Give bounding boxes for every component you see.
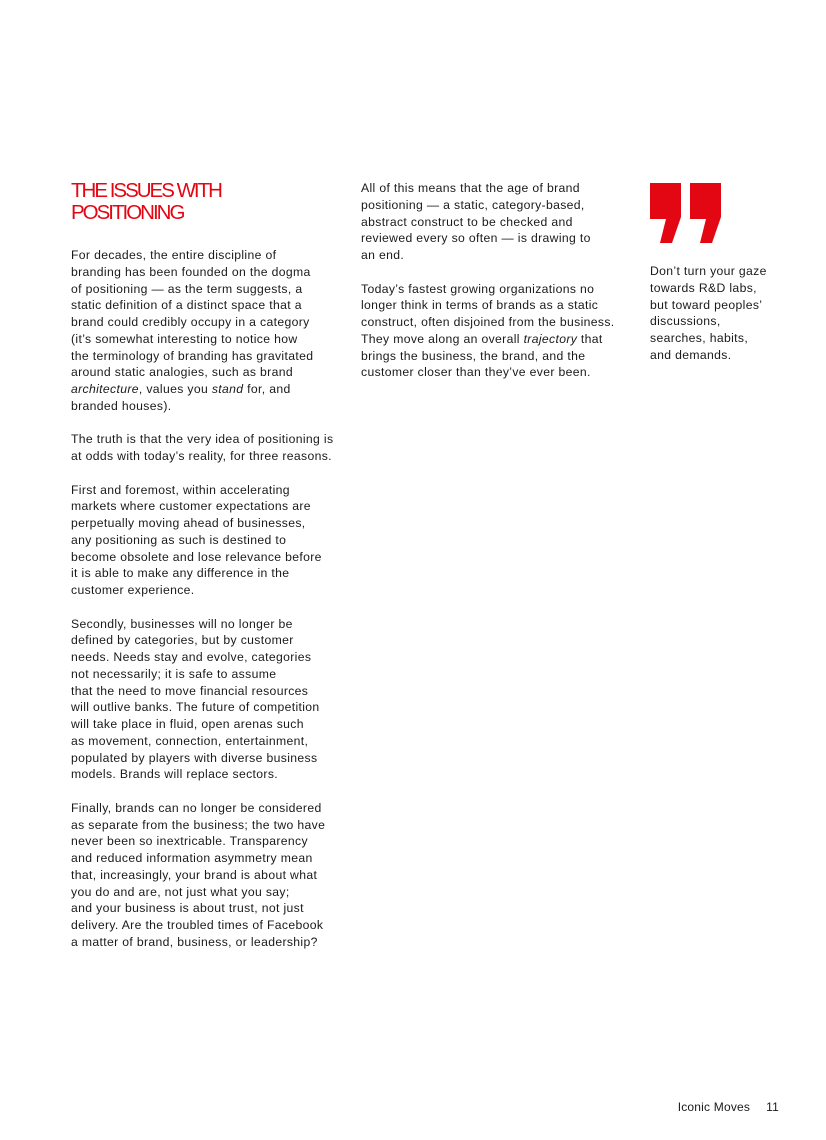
text-line: brand could credibly occupy in a category [71, 315, 310, 329]
text-line: around static analogies, such as brand [71, 365, 293, 380]
text-line: branding has been founded on the dogma [71, 264, 311, 279]
text-line: an end. [361, 248, 405, 262]
text-line: abstract construct to be checked and [361, 214, 573, 229]
text-line: models. Brands will replace sectors. [71, 767, 278, 782]
body-column-middle [361, 180, 631, 381]
section-title-line: THE ISSUES WITH [71, 179, 221, 202]
pull-quote [650, 263, 790, 364]
paragraph [71, 800, 351, 951]
text-line: Don’t turn your gaze [650, 264, 767, 278]
text-line: Today’s fastest growing organizations no [361, 281, 595, 296]
paragraph [71, 247, 351, 415]
text-line: it is able to make any difference in the [71, 566, 290, 581]
text-line: delivery. Are the troubled times of Facebook [71, 918, 324, 932]
text-line [71, 381, 351, 398]
text-line: longer think in terms of brands as a static [361, 298, 599, 313]
text-line: as movement, connection, entertainment, [71, 733, 309, 748]
text-line: customer experience. [71, 583, 195, 597]
page-footer [678, 1100, 779, 1114]
paragraph [71, 431, 351, 465]
text-line: First and foremost, within accelerating [71, 482, 290, 497]
text-line: perpetually moving ahead of businesses, [71, 516, 306, 530]
text-line: defined by categories, but by customer [71, 633, 294, 648]
text-line: reviewed every so often — is drawing to [361, 231, 591, 246]
section-title-line: POSITIONING [71, 201, 184, 224]
text-line: and demands. [650, 347, 732, 362]
text-line: as separate from the business; the two have [71, 817, 326, 832]
text-line: and your business is about trust, not just [71, 901, 304, 916]
paragraph [71, 482, 351, 599]
section-title [71, 180, 351, 224]
text-line: markets where customer expectations are [71, 499, 311, 514]
text-line: For decades, the entire discipline of [71, 248, 277, 262]
text-fragment: for, and [243, 382, 291, 396]
text-line: (it’s somewhat interesting to notice how [71, 331, 298, 346]
text-line: that the need to move financial resources [71, 683, 309, 698]
text-line: will take place in fluid, open arenas such [71, 717, 304, 731]
text-line: not necessarily; it is safe to assume [71, 666, 277, 681]
italic-term: trajectory [523, 331, 578, 346]
text-line: at odds with today’s reality, for three reasons. [71, 449, 332, 463]
text-line: of positioning — as the term suggests, a [71, 281, 303, 296]
text-line: searches, habits, [650, 331, 749, 345]
paragraph [361, 180, 631, 264]
text-line: and reduced information asymmetry mean [71, 851, 313, 865]
text-line [361, 331, 631, 348]
text-line: that, increasingly, your brand is about what [71, 867, 318, 882]
text-fragment: They move along an overall [361, 331, 524, 346]
text-line: branded houses). [71, 398, 172, 413]
text-line: a matter of brand, business, or leadership? [71, 934, 318, 949]
italic-term: stand [211, 382, 244, 396]
text-line: static definition of a distinct space that a [71, 298, 302, 313]
text-line: needs. Needs stay and evolve, categories [71, 650, 312, 664]
text-line: any positioning as such is destined to [71, 532, 287, 547]
text-line: but toward peoples’ [650, 297, 763, 312]
paragraph [361, 281, 631, 382]
text-line: customer closer than they’ve ever been. [361, 365, 591, 380]
text-fragment: , values you [138, 382, 212, 396]
text-line: populated by players with diverse business [71, 750, 318, 765]
body-column-left [71, 247, 351, 951]
italic-term: architecture [71, 382, 139, 396]
text-line: discussions, [650, 314, 721, 329]
paragraph [71, 616, 351, 784]
text-line: All of this means that the age of brand [361, 181, 580, 195]
text-line: Secondly, businesses will no longer be [71, 616, 293, 631]
text-line: construct, often disjoined from the business. [361, 315, 615, 329]
text-line: The truth is that the very idea of positioning is [71, 432, 334, 447]
text-line: you do and are, not just what you say; [71, 884, 290, 899]
text-fragment: that [577, 331, 603, 346]
text-line: brings the business, the brand, and the [361, 348, 586, 363]
publication-name: Iconic Moves [677, 1100, 751, 1114]
page-number: 11 [766, 1100, 779, 1114]
text-line: Finally, brands can no longer be considered [71, 800, 322, 815]
text-line: will outlive banks. The future of competition [71, 700, 320, 715]
text-line: never been so inextricable. Transparency [71, 834, 308, 849]
text-line: become obsolete and lose relevance before [71, 549, 322, 564]
text-line: positioning — a static, category-based, [361, 197, 585, 212]
quote-mark-icon [650, 183, 724, 245]
text-line: the terminology of branding has gravitated [71, 348, 314, 363]
text-line: towards R&D labs, [650, 280, 757, 295]
